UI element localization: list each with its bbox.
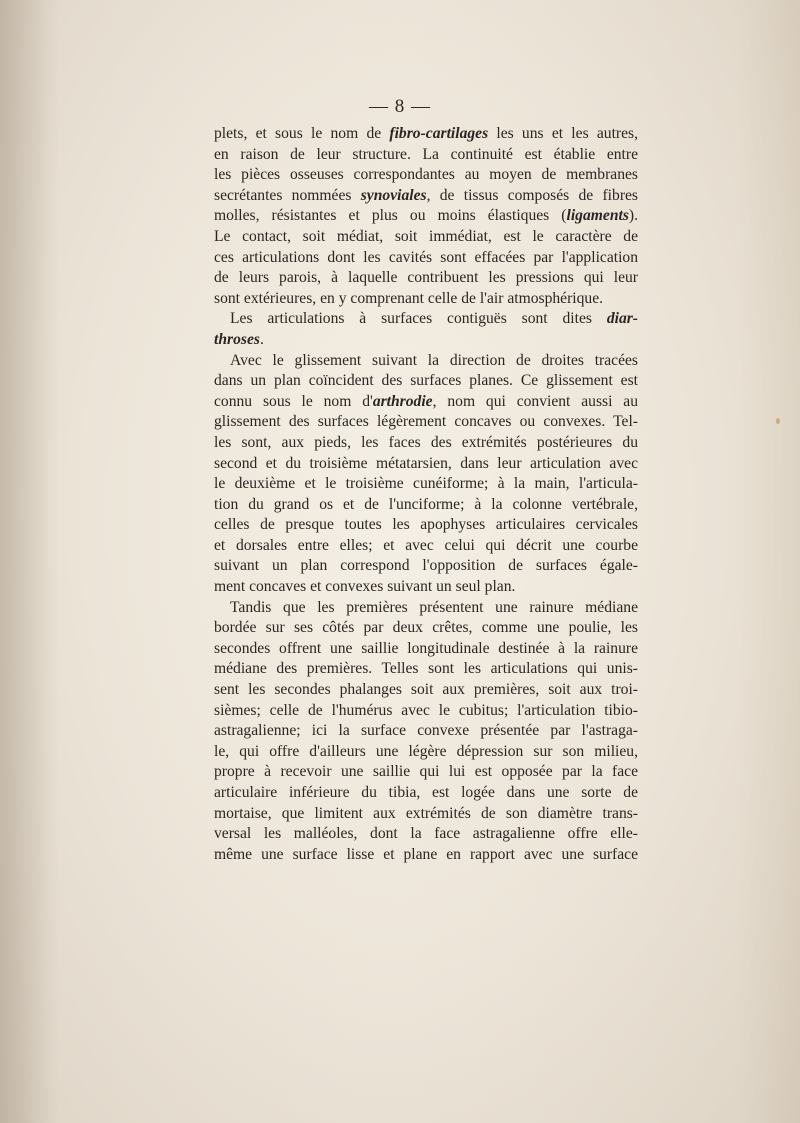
- line-text: plets, et sous le nom de: [214, 125, 390, 142]
- line-text: secondes offrent une saillie longitudinale destinée à la rainure: [214, 639, 638, 657]
- line-text: sièmes; celle de l'humérus avec le cubitus; l'articulation tibio-: [214, 701, 638, 719]
- text-line: [214, 412, 638, 433]
- text-line: [214, 577, 638, 598]
- line-text: Les articulations à surfaces contiguës sont dites: [230, 310, 607, 328]
- text-line: [214, 639, 638, 660]
- line-text: dans un plan coïncident des surfaces planes. Ce glissement est: [214, 372, 638, 390]
- emphasized-term: throses: [214, 330, 260, 348]
- line-text: suivant un plan correspond l'opposition de surfaces égale-: [214, 557, 638, 575]
- text-line: [214, 680, 638, 701]
- line-text: mortaise, que limitent aux extrémités de son diamètre trans-: [214, 804, 638, 822]
- line-text: glissement des surfaces légèrement concaves ou convexes. Tel-: [214, 413, 638, 431]
- text-line: [214, 124, 638, 145]
- line-text: molles, résistantes et plus ou moins élastiques (: [214, 207, 567, 225]
- line-text: Le contact, soit médiat, soit immédiat, est le caractère de: [214, 227, 638, 245]
- line-text: en raison de leur structure. La continuité est établie entre: [214, 145, 638, 163]
- text-line: [214, 804, 638, 825]
- emphasized-term: diar-: [606, 310, 638, 328]
- line-text: tion du grand os et de l'unciforme; à la colonne vertébrale,: [214, 495, 638, 513]
- text-line: [214, 783, 638, 804]
- line-text: sont extérieures, en y comprenant celle de l'air atmosphérique.: [214, 289, 604, 307]
- line-text: bordée sur ses côtés par deux crêtes, comme une poulie, les: [214, 619, 638, 637]
- line-text: connu sous le nom d': [214, 392, 373, 410]
- text-line: [214, 392, 638, 413]
- text-line: [214, 536, 638, 557]
- text-line: [214, 474, 638, 495]
- text-line: [214, 659, 638, 680]
- line-text: versal les malléoles, dont la face astragalienne offre elle-: [214, 825, 638, 843]
- text-line: [214, 330, 638, 351]
- text-line: [214, 556, 638, 577]
- line-text: second et du troisième métatarsien, dans leur articulation avec: [214, 454, 638, 472]
- line-text: articulaire inférieure du tibia, est logée dans une sorte de: [214, 784, 638, 801]
- line-text: ces articulations dont les cavités sont effacées par l'application: [214, 248, 638, 266]
- page-number: — 8 —: [369, 96, 431, 117]
- text-line: [214, 145, 638, 166]
- line-text: ).: [628, 207, 638, 225]
- line-text: astragalienne; ici la surface convexe présentée par l'astraga-: [214, 722, 638, 740]
- body-text: [214, 124, 638, 865]
- text-line: [214, 227, 638, 248]
- text-line: [214, 742, 638, 763]
- line-text: et dorsales entre elles; et avec celui qui décrit une courbe: [214, 536, 638, 554]
- text-line: [214, 454, 638, 475]
- text-line: [214, 289, 638, 310]
- page-edge-shadow: [0, 0, 60, 1123]
- line-text: sent les secondes phalanges soit aux premières, soit aux troi-: [214, 681, 638, 699]
- line-text: le, qui offre d'ailleurs une légère dépression sur son milieu,: [214, 742, 638, 760]
- text-line: [214, 618, 638, 639]
- text-line: [214, 206, 638, 227]
- paper-stain: [776, 418, 780, 424]
- line-text: de leurs parois, à laquelle contribuent les pressions qui leur: [214, 269, 638, 287]
- line-text: , de tissus composés de fibres: [426, 186, 638, 204]
- text-line: [214, 248, 638, 269]
- text-line: [214, 371, 638, 392]
- line-text: les uns et les autres,: [488, 125, 638, 142]
- text-line: [214, 165, 638, 186]
- text-line: [214, 515, 638, 536]
- line-text: Tandis que les premières présentent une rainure médiane: [230, 598, 638, 616]
- text-line: [214, 433, 638, 454]
- text-line: [214, 762, 638, 783]
- text-line: [214, 309, 638, 330]
- text-line: [214, 721, 638, 742]
- emphasized-term: arthrodie: [372, 392, 433, 410]
- line-text: ment concaves et convexes suivant un seul plan.: [214, 578, 516, 596]
- line-text: Avec le glissement suivant la direction de droites tracées: [230, 351, 638, 369]
- line-text: les sont, aux pieds, les faces des extrémités postérieures du: [214, 433, 638, 451]
- emphasized-term: ligaments: [566, 207, 629, 225]
- line-text: secrétantes nommées: [214, 186, 361, 204]
- line-text: celles de presque toutes les apophyses articulaires cervicales: [214, 516, 638, 534]
- line-text: .: [259, 330, 264, 348]
- text-line: [214, 598, 638, 619]
- text-line: [214, 845, 638, 866]
- text-line: [214, 824, 638, 845]
- line-text: médiane des premières. Telles sont les articulations qui unis-: [214, 660, 638, 678]
- text-line: [214, 495, 638, 516]
- text-line: [214, 268, 638, 289]
- line-text: les pièces osseuses correspondantes au moyen de membranes: [214, 166, 638, 184]
- line-text: propre à recevoir une saillie qui lui est opposée par la face: [214, 763, 638, 781]
- line-text: même une surface lisse et plane en rapport avec une surface: [214, 845, 638, 863]
- emphasized-term: synoviales: [360, 186, 427, 204]
- line-text: , nom qui convient aussi au: [432, 392, 638, 410]
- emphasized-term: fibro-cartilages: [389, 125, 489, 142]
- text-line: [214, 701, 638, 722]
- line-text: le deuxième et le troisième cunéiforme; à la main, l'articula-: [214, 475, 638, 493]
- text-line: [214, 186, 638, 207]
- text-line: [214, 351, 638, 372]
